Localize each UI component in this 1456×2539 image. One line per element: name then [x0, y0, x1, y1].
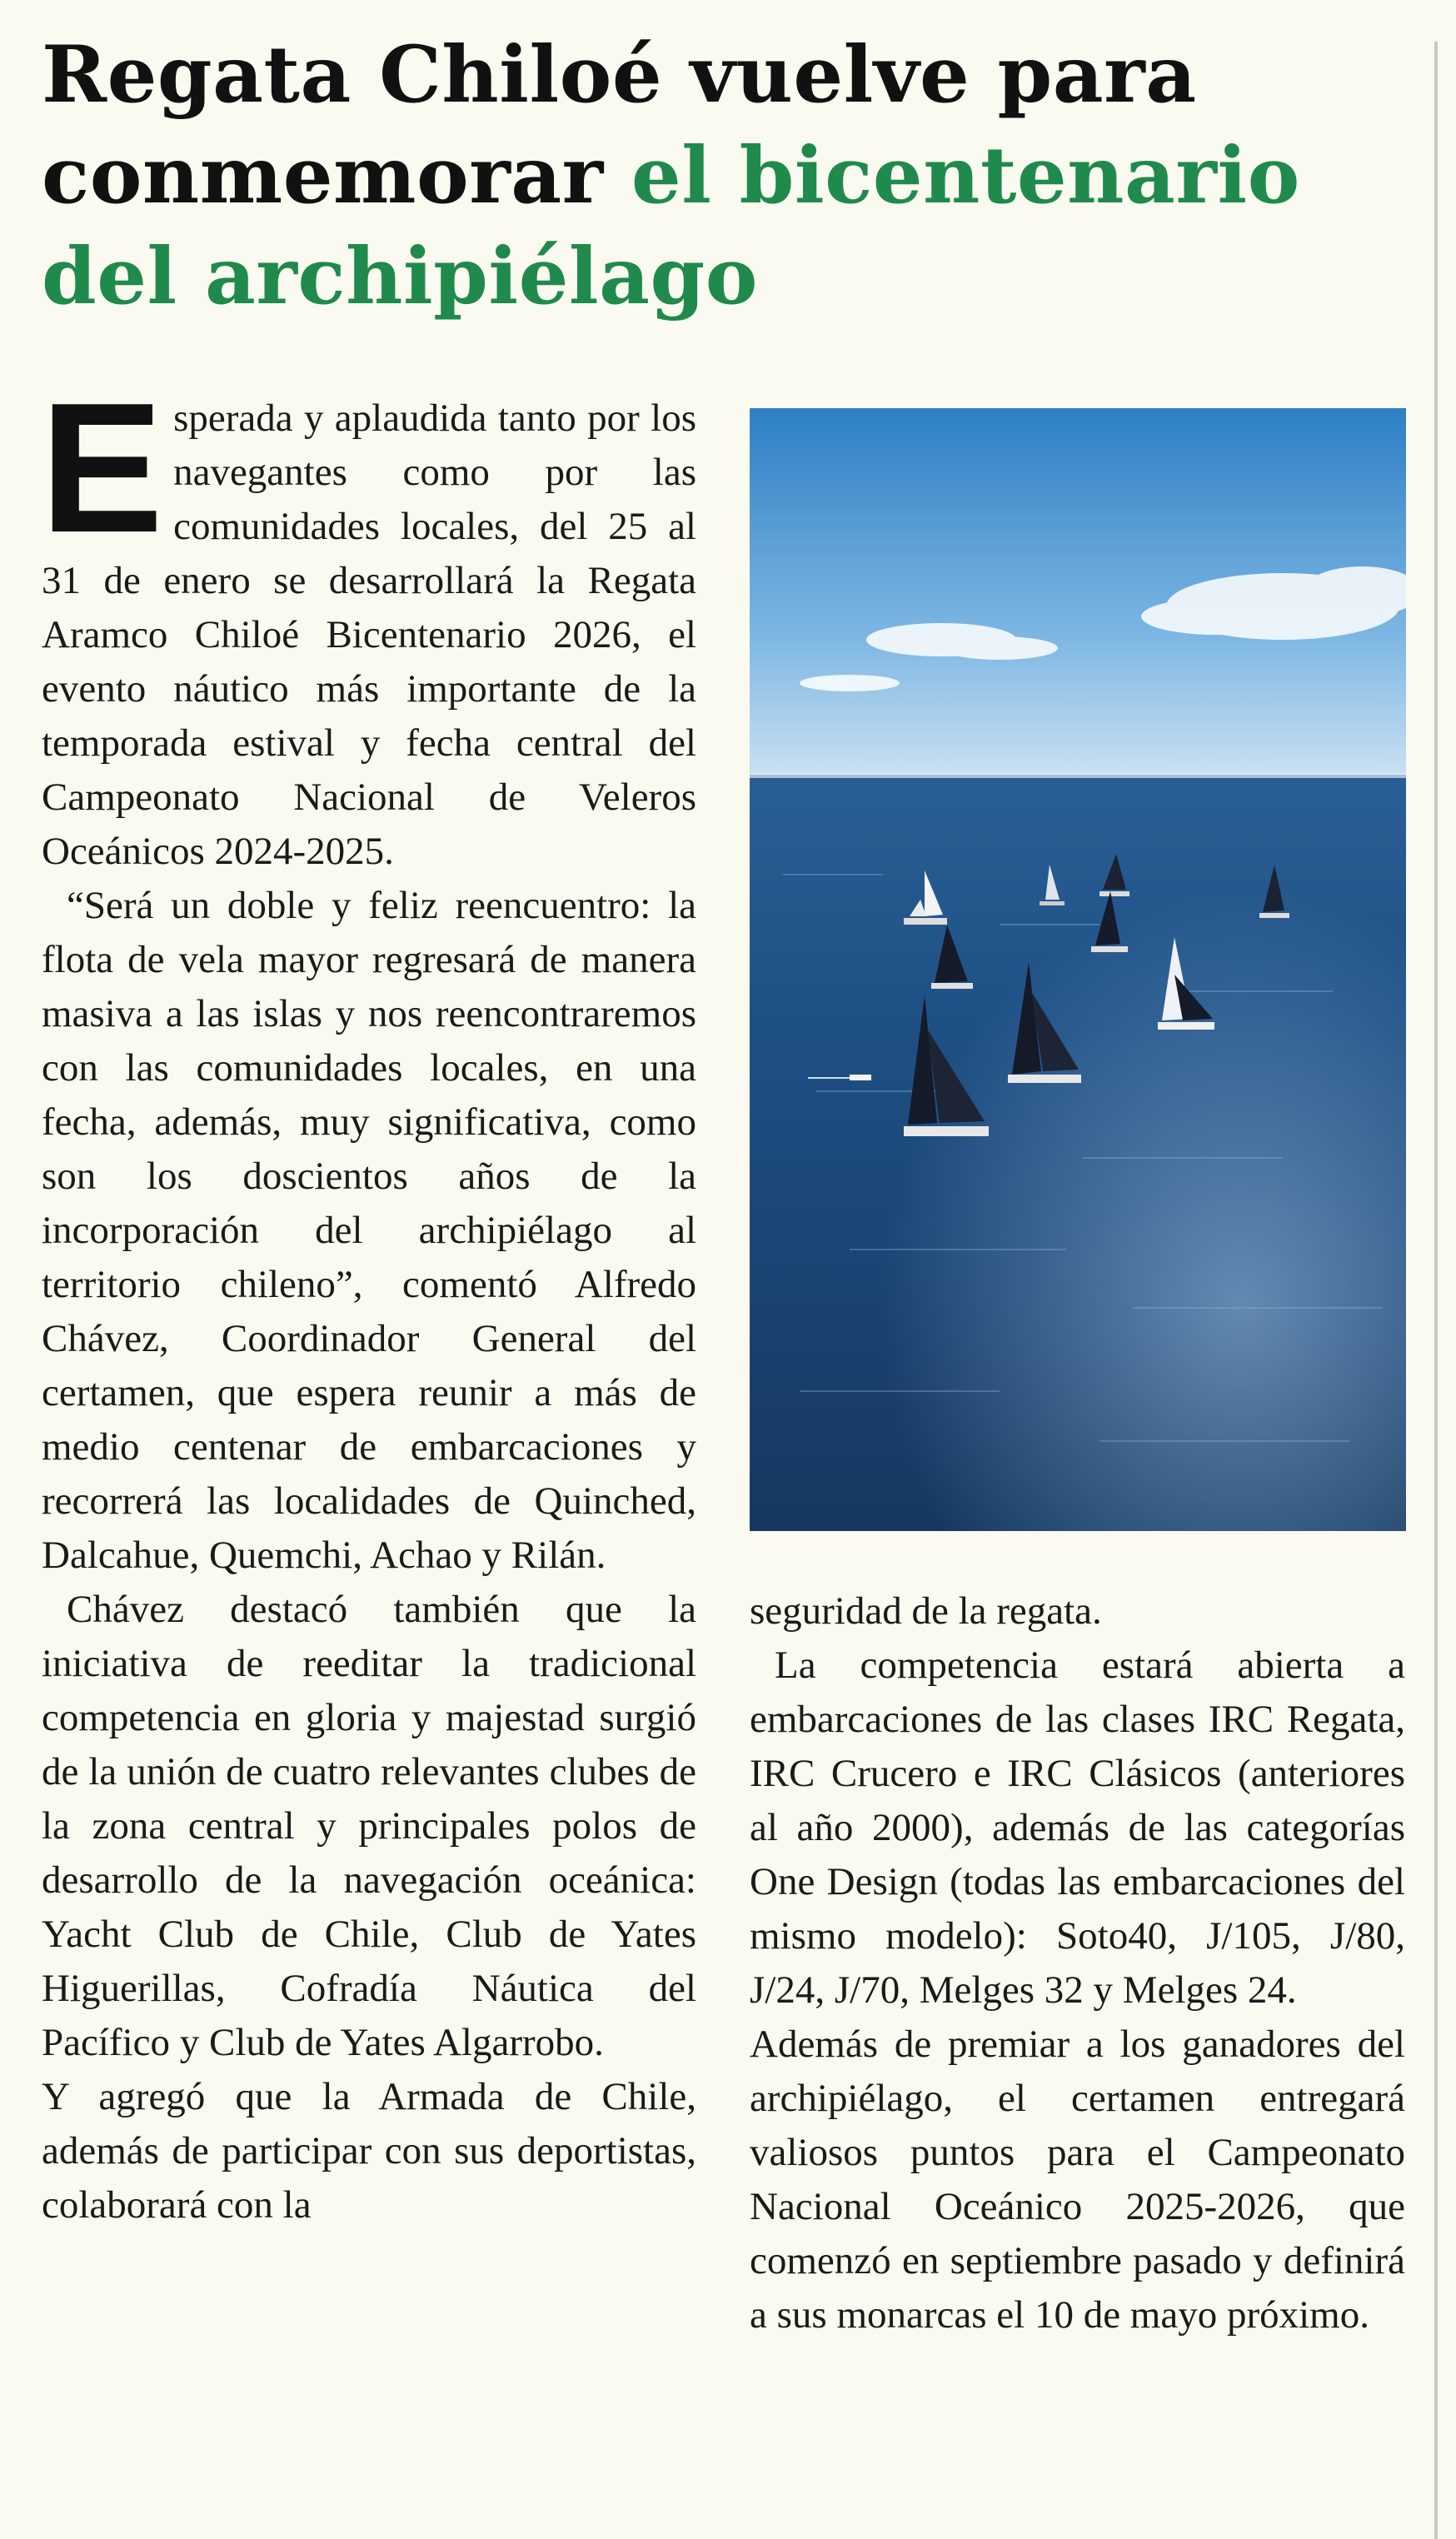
headline [42, 25, 1408, 327]
dropcap: E [40, 365, 164, 571]
paragraph-1-text: sperada y aplaudida tanto por los navegantes como por las comunidades locales, del 25 al 31 de enero se desarrollará la Regata Aramco Chiloé Bicentenario 2026, el evento náutico más importante de la temporada estival y fecha central del Campeonato Nacional de Veleros Oceánicos 2024-2025. [42, 397, 696, 873]
headline-black: Regata Chiloé vuelve para conmemorar [42, 29, 1197, 222]
paragraph-1 [40, 365, 696, 879]
paragraph-4-part-2: seguridad de la regata. [750, 1589, 1102, 1633]
regatta-photo [750, 408, 1406, 1531]
paragraph-2: “Será un doble y feliz reencuentro: la flota de vela mayor regresará de manera masiva a las islas y nos reencontraremos con las comunidades locales, en una fecha, además, muy significativa, como son los doscientos años de la incorporación del archipiélago al territorio chileno”, comentó Alfredo Chávez, Coordinador General del certamen, que espera reunir a más de medio centenar de embarcaciones y recorrerá las localidades de Quinched, Dalcahue, Quemchi, Achao y Rilán. [42, 884, 696, 1577]
paragraph-4-part-1: Y agregó que la Armada de Chile, además de participar con sus deportistas, colaborará con la [42, 2075, 696, 2227]
right-column [750, 1584, 1405, 2342]
headline-green: el bicentenario del archipiélago [42, 130, 1300, 322]
paragraph-3: Chávez destacó también que la iniciativa de reeditar la tradicional competencia en gloria y majestad surgió de la unión de cuatro relevantes clubes de la zona central y principales polos de desarrollo de la navegación oceánica: Yacht Club de Chile, Club de Yates Higuerillas, Cofradía Náutica del Pacífico y Club de Yates Algarrobo. [42, 1588, 696, 2064]
column-rule [1434, 42, 1438, 2539]
paragraph-6: Además de premiar a los ganadores del archipiélago, el certamen entregará valiosos puntos para el Campeonato Nacional Oceánico 2025-2026, que comenzó en septiembre pasado y definirá a sus monarcas el 10 de mayo próximo. [750, 2023, 1405, 2337]
paragraph-5: La competencia estará abierta a embarcaciones de las clases IRC Regata, IRC Crucero e IRC Clásicos (anteriores al año 2000), además de las categorías One Design (todas las embarcaciones del mismo modelo): Soto40, J/105, J/80, J/24, J/70, Melges 32 y Melges 24. [750, 1644, 1405, 2012]
left-column [40, 365, 696, 2232]
